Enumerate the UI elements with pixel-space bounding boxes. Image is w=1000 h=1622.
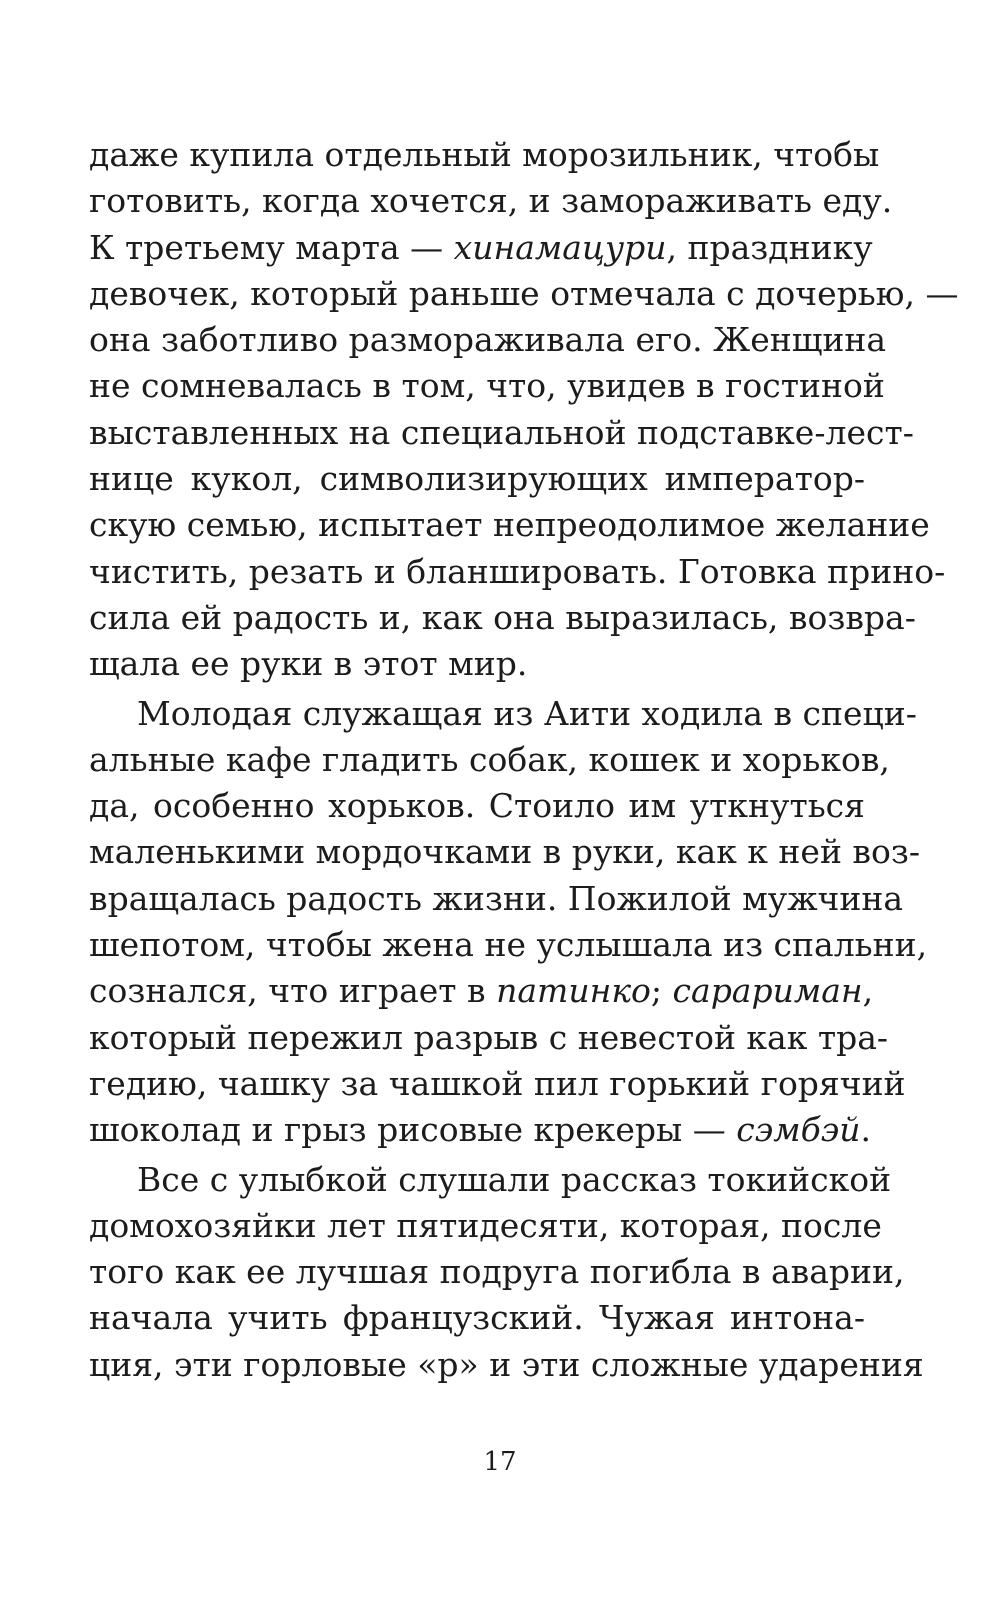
text-segment: начала учить французский. Чужая интона-: [89, 1298, 865, 1338]
text-segment: девочек, который раньше отмечала с дочерью, —: [89, 273, 959, 313]
text-segment: скую семью, испытает непреодолимое желание: [89, 505, 930, 545]
paragraph: [89, 691, 928, 1154]
italic-term: сэмбэй: [736, 1110, 861, 1150]
text-line: [89, 178, 893, 224]
text-line: [89, 363, 885, 409]
text-segment: маленькими мордочками в руки, как к ней воз-: [89, 832, 921, 872]
text-segment: того как ее лучшая подруга погибла в аварии,: [89, 1252, 905, 1292]
text-line: [89, 1203, 882, 1249]
text-line: [89, 1295, 865, 1341]
text-line: [89, 225, 873, 271]
italic-term: хинамацури: [453, 227, 667, 267]
text-segment: , празднику: [666, 227, 873, 267]
text-line: [89, 691, 917, 737]
text-line: [89, 783, 865, 829]
text-segment: чистить, резать и бланшировать. Готовка прино-: [89, 551, 946, 591]
text-line: [89, 641, 865, 687]
text-segment: Все с улыбкой слушали рассказ токийской: [137, 1159, 892, 1199]
text-line: [89, 271, 959, 317]
text-line: [89, 549, 946, 595]
text-line: [89, 132, 880, 178]
text-segment: нице кукол, символизирующих император-: [89, 459, 865, 499]
text-segment: выставленных на специальной подставке-лест-: [89, 412, 914, 452]
text-segment: шоколад и грыз рисовые крекеры —: [89, 1110, 737, 1150]
text-segment: да, особенно хорьков. Стоило им уткнуться: [89, 786, 865, 826]
page-number: 17: [483, 1447, 517, 1477]
text-segment: который пережил разрыв с невестой как тра-: [89, 1017, 889, 1057]
paragraph: [89, 132, 959, 688]
text-line: [89, 829, 921, 875]
text-line: [89, 1061, 906, 1107]
text-segment: альные кафе гладить собак, кошек и хорьков,: [89, 739, 890, 779]
text-line: [89, 1157, 892, 1203]
text-line: [89, 1015, 889, 1061]
text-segment: вращалась радость жизни. Пожилой мужчина: [89, 878, 904, 918]
text-segment: гедию, чашку за чашкой пил горький горячий: [89, 1063, 906, 1103]
text-line: [89, 737, 890, 783]
text-segment: щала ее руки в этот мир.: [89, 644, 528, 684]
text-line: [89, 317, 887, 363]
text-segment: ,: [862, 971, 874, 1011]
text-line: [89, 1107, 871, 1153]
text-segment: домохозяйки лет пятидесяти, которая, после: [89, 1205, 882, 1245]
text-segment: ;: [650, 971, 673, 1011]
text-segment: К третьему марта —: [89, 227, 454, 267]
text-line: [89, 876, 904, 922]
text-segment: готовить, когда хочется, и замораживать еду.: [89, 181, 893, 221]
text-line: [89, 456, 865, 502]
text-segment: не сомневалась в том, что, увидев в гостиной: [89, 366, 885, 406]
paragraph: [89, 1157, 924, 1388]
text-line: [89, 410, 914, 456]
text-line: [89, 968, 874, 1014]
text-line: [89, 595, 916, 641]
italic-term: сарариман: [672, 971, 863, 1011]
italic-term: патинко: [496, 971, 651, 1011]
text-segment: даже купила отдельный морозильник, чтобы: [89, 135, 880, 174]
text-line: [89, 922, 928, 968]
text-segment: .: [860, 1110, 871, 1150]
text-segment: сила ей радость и, как она выразилась, возвра-: [89, 597, 916, 637]
text-segment: она заботливо размораживала его. Женщина: [89, 320, 887, 360]
text-segment: шепотом, чтобы жена не услышала из спальни,: [89, 925, 928, 965]
text-line: [89, 502, 930, 548]
text-segment: ция, эти горловые «р» и эти сложные ударения: [89, 1344, 924, 1384]
text-line: [89, 1342, 924, 1388]
text-line: [89, 1249, 905, 1295]
text-segment: Молодая служащая из Аити ходила в специ-: [137, 693, 917, 733]
text-segment: сознался, что играет в: [89, 971, 497, 1011]
body-text: [89, 132, 959, 1388]
